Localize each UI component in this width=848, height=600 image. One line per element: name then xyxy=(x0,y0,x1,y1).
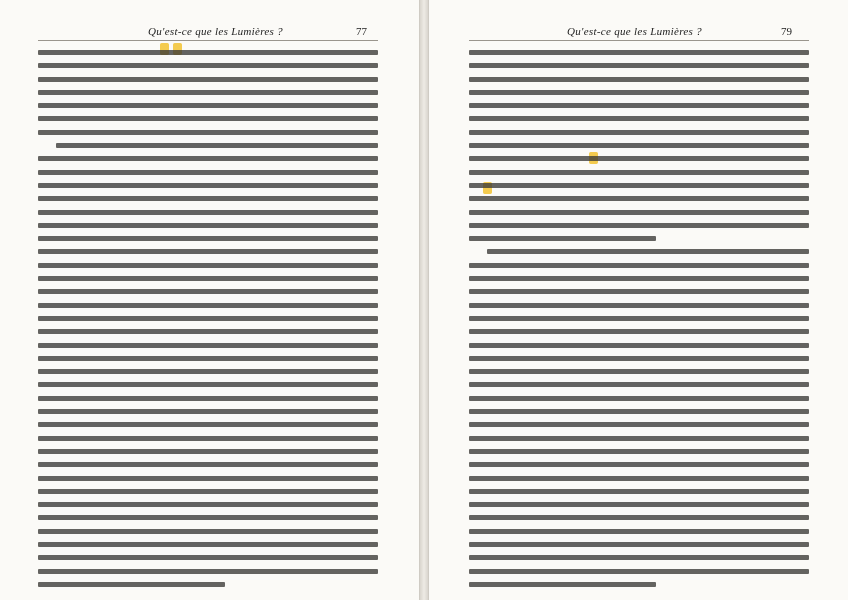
left-page-number: 77 xyxy=(356,26,367,38)
text-line xyxy=(469,422,809,427)
text-line xyxy=(469,90,809,95)
text-line xyxy=(38,582,225,587)
right-running-head: Qu'est-ce que les Lumières ? xyxy=(567,26,702,38)
text-line xyxy=(469,50,809,55)
text-line xyxy=(38,276,378,281)
text-line xyxy=(469,210,809,215)
text-line xyxy=(38,103,378,108)
text-line xyxy=(38,569,378,574)
text-line xyxy=(38,502,378,507)
text-line xyxy=(469,462,809,467)
text-line xyxy=(469,436,809,441)
text-line xyxy=(38,50,378,55)
text-line xyxy=(469,343,809,348)
text-line xyxy=(469,555,809,560)
text-line xyxy=(38,196,378,201)
text-line xyxy=(487,249,809,254)
text-line xyxy=(38,409,378,414)
text-line xyxy=(38,529,378,534)
text-line xyxy=(469,276,809,281)
text-line xyxy=(469,449,809,454)
text-line xyxy=(38,396,378,401)
text-line xyxy=(38,462,378,467)
text-line xyxy=(38,436,378,441)
left-running-head: Qu'est-ce que les Lumières ? xyxy=(148,26,283,38)
text-line xyxy=(38,249,378,254)
right-head-rule xyxy=(469,40,809,41)
text-line xyxy=(469,289,809,294)
text-line xyxy=(469,356,809,361)
text-line xyxy=(469,409,809,414)
text-line xyxy=(469,103,809,108)
text-line xyxy=(469,569,809,574)
text-line xyxy=(469,77,809,82)
text-line xyxy=(469,542,809,547)
text-line xyxy=(38,77,378,82)
text-line xyxy=(38,489,378,494)
text-line xyxy=(469,223,809,228)
text-line xyxy=(469,156,809,161)
text-line xyxy=(469,143,809,148)
text-line xyxy=(38,515,378,520)
text-line xyxy=(38,542,378,547)
text-line xyxy=(38,223,378,228)
text-line xyxy=(38,555,378,560)
text-line xyxy=(469,263,809,268)
text-line xyxy=(469,183,809,188)
left-page xyxy=(0,0,420,600)
text-line xyxy=(38,476,378,481)
text-line xyxy=(38,130,378,135)
left-head-rule xyxy=(38,40,378,41)
text-line xyxy=(38,422,378,427)
text-line xyxy=(469,396,809,401)
text-line xyxy=(38,90,378,95)
text-line xyxy=(38,289,378,294)
text-line xyxy=(38,343,378,348)
text-line xyxy=(469,489,809,494)
text-line xyxy=(38,329,378,334)
text-line xyxy=(469,476,809,481)
text-line xyxy=(469,582,656,587)
text-line xyxy=(469,303,809,308)
text-line xyxy=(38,210,378,215)
text-line xyxy=(38,449,378,454)
text-line xyxy=(38,170,378,175)
text-line xyxy=(469,116,809,121)
text-line xyxy=(469,130,809,135)
text-line xyxy=(469,502,809,507)
text-line xyxy=(38,303,378,308)
text-line xyxy=(38,156,378,161)
text-line xyxy=(38,183,378,188)
left-body-text xyxy=(38,50,378,595)
right-page xyxy=(428,0,848,600)
right-page-number: 79 xyxy=(781,26,792,38)
text-line xyxy=(469,529,809,534)
text-line xyxy=(469,369,809,374)
text-line xyxy=(38,356,378,361)
text-line xyxy=(469,515,809,520)
text-line xyxy=(469,382,809,387)
text-line xyxy=(38,382,378,387)
text-line xyxy=(469,329,809,334)
right-body-text xyxy=(469,50,809,595)
text-line xyxy=(469,196,809,201)
text-line xyxy=(469,236,656,241)
text-line xyxy=(469,316,809,321)
book-gutter xyxy=(420,0,428,600)
text-line xyxy=(38,116,378,121)
text-line xyxy=(469,170,809,175)
text-line xyxy=(38,316,378,321)
text-line xyxy=(38,236,378,241)
text-line xyxy=(38,369,378,374)
text-line xyxy=(38,63,378,68)
text-line xyxy=(56,143,378,148)
text-line xyxy=(469,63,809,68)
text-line xyxy=(38,263,378,268)
